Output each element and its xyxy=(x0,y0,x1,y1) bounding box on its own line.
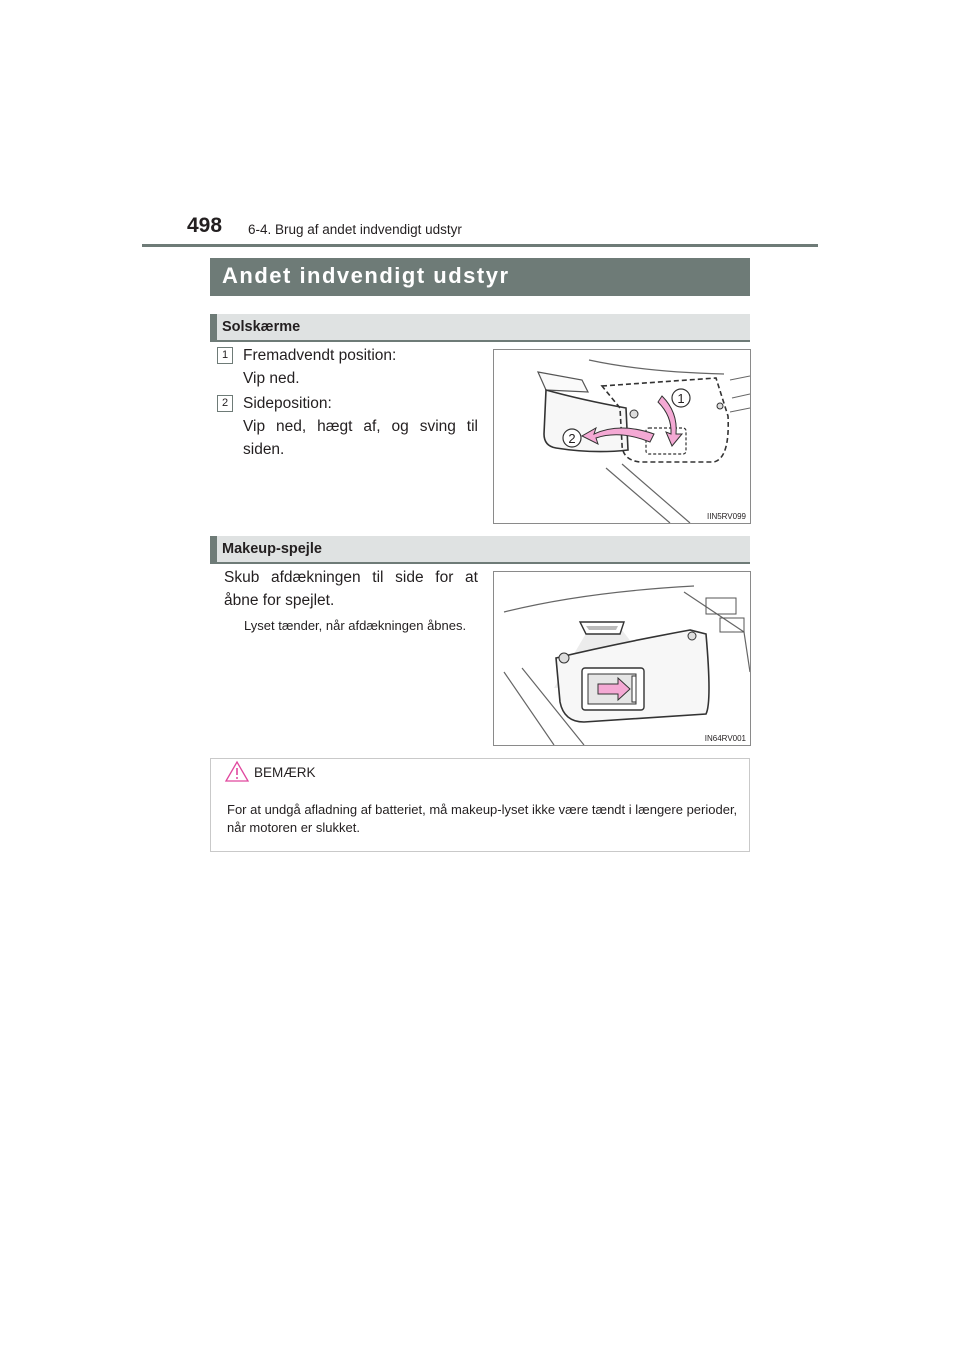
figure-id-sun-visor: IIN5RV099 xyxy=(707,512,746,521)
vanity-mirror-note: Lyset tænder, når afdækningen åbnes. xyxy=(244,618,467,633)
item-2-title: Sideposition: xyxy=(243,395,332,412)
item-number-1: 1 xyxy=(217,347,233,364)
page-number: 498 xyxy=(187,214,223,237)
item-2-text xyxy=(243,392,478,461)
sun-visor-figure xyxy=(493,349,751,524)
header-rule xyxy=(142,244,818,247)
figure-id-vanity-mirror: IN64RV001 xyxy=(704,734,746,743)
callout-2: 2 xyxy=(568,431,576,446)
callout-1: 1 xyxy=(677,391,685,406)
vanity-mirror-illustration xyxy=(494,572,750,745)
breadcrumb: 6-4. Brug af andet indvendigt udstyr xyxy=(248,222,462,237)
section-title-sun-visors: Solskærme xyxy=(222,319,301,335)
page-title: Andet indvendigt udstyr xyxy=(222,263,510,288)
notice-text: For at undgå afladning af batteriet, må makeup-lyset ikke være tændt i længere perioder, når motoren er slukket. xyxy=(227,802,738,835)
item-2-desc: Vip ned, hægt af, og sving til siden. xyxy=(243,418,478,458)
item-1-text xyxy=(243,344,478,390)
item-1-title: Fremadvendt position: xyxy=(243,347,397,364)
notice-title: BEMÆRK xyxy=(254,765,316,780)
item-number-2: 2 xyxy=(217,395,233,412)
warning-triangle-icon xyxy=(224,760,250,783)
vanity-mirror-figure xyxy=(493,571,751,746)
item-1-desc: Vip ned. xyxy=(243,370,300,387)
vanity-mirror-text: Skub afdækningen til side for at åbne for spejlet. xyxy=(224,569,478,609)
sun-visor-illustration xyxy=(494,350,750,523)
section-title-vanity-mirrors: Makeup-spejle xyxy=(222,541,322,557)
